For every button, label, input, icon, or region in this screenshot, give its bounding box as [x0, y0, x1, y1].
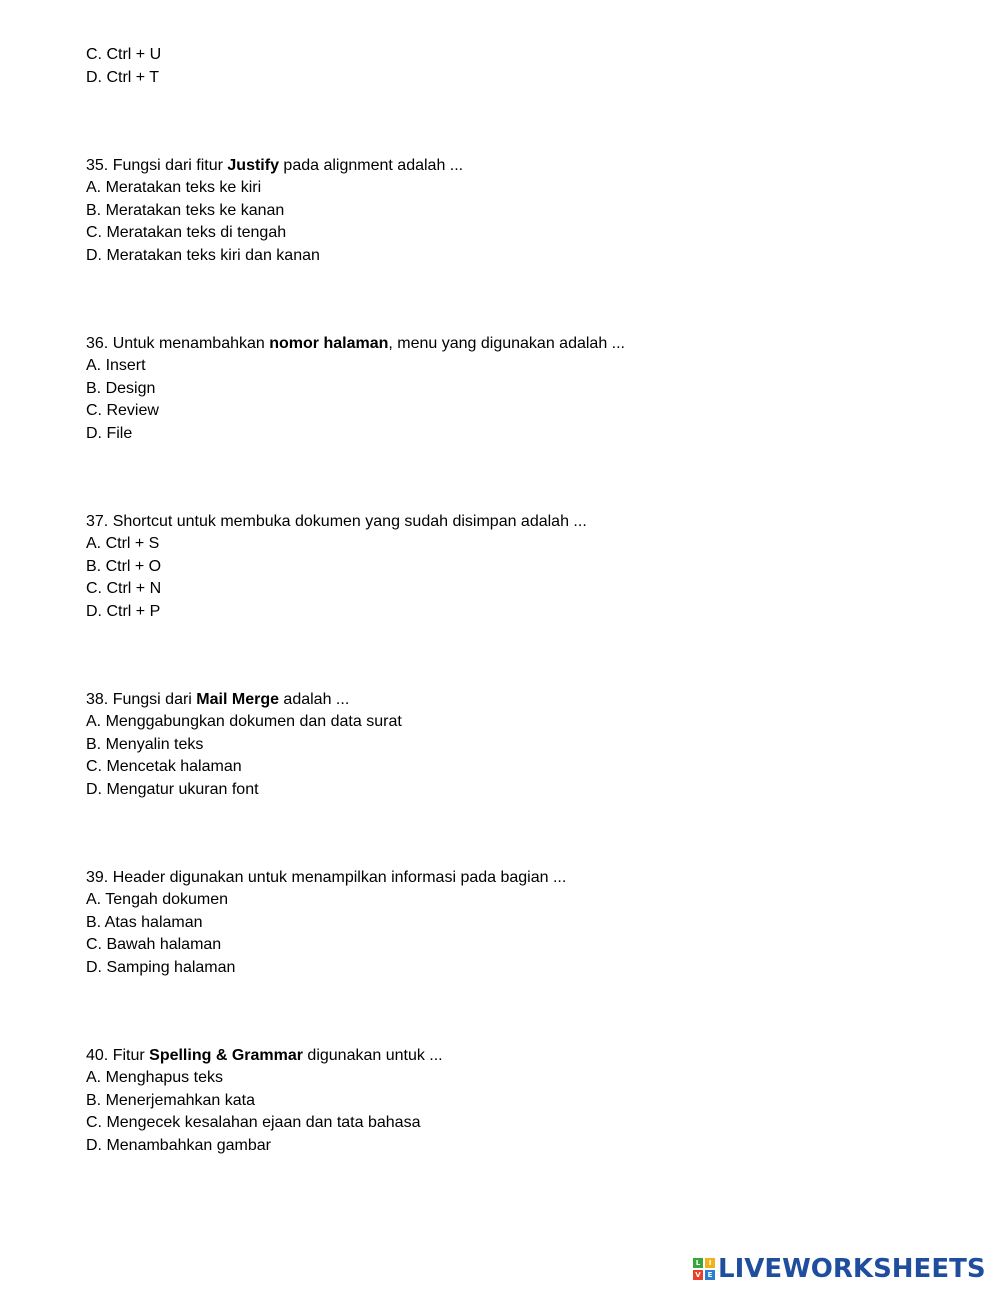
option-b: B. Atas halaman	[86, 914, 203, 931]
question-text: Fitur	[108, 1047, 150, 1064]
logo-text: LIVEWORKSHEETS	[718, 1254, 986, 1284]
question-text: Untuk menambahkan	[108, 335, 270, 352]
option-c: C. Mencetak halaman	[86, 758, 242, 775]
question-text: Shortcut untuk membuka dokumen yang sudah disimpan adalah ...	[108, 513, 587, 530]
option-d: D. Mengatur ukuran font	[86, 781, 259, 798]
question-text-end: digunakan untuk ...	[302, 1047, 443, 1064]
option-d: D. Ctrl + P	[86, 603, 161, 620]
option-b: B. Design	[86, 380, 156, 397]
option-d: D. Menambahkan gambar	[86, 1137, 271, 1154]
option-c: C. Review	[86, 402, 159, 419]
option-d: D. File	[86, 425, 133, 442]
option-a: A. Tengah dokumen	[86, 891, 229, 908]
question-text: Header digunakan untuk menampilkan informasi pada bagian ...	[108, 869, 567, 886]
logo-square-v-icon: V	[693, 1270, 703, 1280]
question-text: Fungsi dari fitur	[108, 157, 228, 174]
question-text-end: pada alignment adalah ...	[278, 157, 464, 174]
option-a: A. Menggabungkan dokumen dan data surat	[86, 713, 402, 730]
question-35	[86, 155, 463, 177]
option-b: B. Menerjemahkan kata	[86, 1092, 255, 1109]
option-a: A. Menghapus teks	[86, 1069, 223, 1086]
option-a: A. Meratakan teks ke kiri	[86, 179, 262, 196]
question-text: Fungsi dari	[108, 691, 197, 708]
liveworksheets-logo[interactable]	[693, 1254, 986, 1284]
option-d: D. Meratakan teks kiri dan kanan	[86, 247, 320, 264]
logo-square-i-icon: I	[705, 1258, 715, 1268]
question-keyword: Justify	[227, 157, 279, 174]
option-a: A. Insert	[86, 357, 146, 374]
option-c: C. Ctrl + U	[86, 46, 162, 63]
question-number: 35.	[86, 157, 109, 174]
question-keyword: Mail Merge	[196, 691, 279, 708]
option-c: C. Meratakan teks di tengah	[86, 224, 287, 241]
question-39	[86, 867, 566, 889]
question-40	[86, 1045, 443, 1067]
question-text-end: , menu yang digunakan adalah ...	[388, 335, 625, 352]
question-37	[86, 511, 587, 533]
option-c: C. Mengecek kesalahan ejaan dan tata bahasa	[86, 1114, 421, 1131]
option-c: C. Ctrl + N	[86, 580, 162, 597]
question-number: 37.	[86, 513, 109, 530]
option-d: D. Ctrl + T	[86, 69, 160, 86]
option-b: B. Ctrl + O	[86, 558, 162, 575]
logo-mark-icon	[693, 1258, 715, 1280]
logo-square-l-icon: L	[693, 1258, 703, 1268]
question-36	[86, 333, 625, 355]
question-text-end: adalah ...	[278, 691, 350, 708]
question-number: 38.	[86, 691, 109, 708]
question-number: 40.	[86, 1047, 109, 1064]
logo-square-e-icon: E	[705, 1270, 715, 1280]
option-a: A. Ctrl + S	[86, 535, 160, 552]
question-38	[86, 689, 349, 711]
question-number: 39.	[86, 869, 109, 886]
option-b: B. Meratakan teks ke kanan	[86, 202, 285, 219]
question-keyword: nomor halaman	[269, 335, 389, 352]
option-b: B. Menyalin teks	[86, 736, 204, 753]
option-c: C. Bawah halaman	[86, 936, 222, 953]
question-keyword: Spelling & Grammar	[149, 1047, 303, 1064]
question-number: 36.	[86, 335, 109, 352]
option-d: D. Samping halaman	[86, 959, 236, 976]
